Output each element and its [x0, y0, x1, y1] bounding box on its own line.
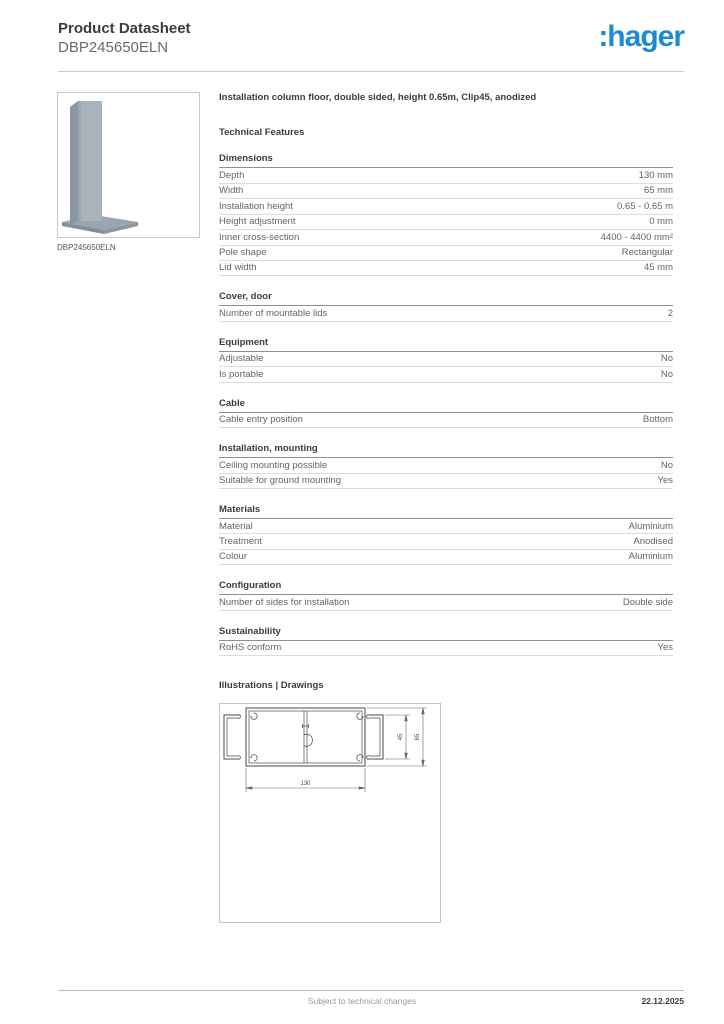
spec-section	[219, 626, 673, 656]
spec-label: Installation height	[219, 200, 293, 212]
main-content	[219, 92, 673, 923]
spec-section-title: Installation, mounting	[219, 443, 673, 458]
spec-section-title: Cover, door	[219, 291, 673, 306]
spec-value: Bottom	[642, 414, 673, 426]
spec-label: Pole shape	[219, 247, 267, 259]
spec-section-title: Equipment	[219, 337, 673, 352]
spec-value: 0.65 - 0.65 m	[617, 200, 673, 212]
hager-logo: :hager	[598, 20, 684, 53]
spec-section-title: Cable	[219, 398, 673, 413]
spec-row	[219, 199, 673, 214]
spec-row	[219, 246, 673, 261]
spec-row	[219, 367, 673, 382]
spec-section	[219, 291, 673, 321]
spec-row	[219, 413, 673, 428]
cross-section-svg	[220, 704, 440, 922]
spec-value: 130 mm	[638, 169, 673, 181]
spec-row	[219, 595, 673, 610]
page-title: Product Datasheet	[58, 20, 191, 37]
spec-label: Number of sides for installation	[219, 596, 350, 608]
spec-label: Width	[219, 185, 244, 197]
spec-value: 2	[667, 307, 673, 319]
technical-sections	[219, 153, 673, 656]
spec-section	[219, 153, 673, 276]
spec-value: No	[660, 368, 673, 380]
spec-value: 4400 - 4400 mm²	[600, 231, 673, 243]
spec-section	[219, 398, 673, 428]
footer-note: Subject to technical changes	[307, 996, 417, 1006]
spec-row	[219, 306, 673, 321]
spec-row	[219, 261, 673, 276]
spec-row	[219, 230, 673, 245]
dim-profile-height-label: 65	[415, 733, 421, 741]
product-image-caption: DBP245650ELN	[57, 243, 116, 252]
spec-value: Aluminium	[628, 551, 673, 563]
spec-label: Lid width	[219, 262, 257, 274]
header-divider	[58, 71, 684, 72]
spec-label: Ceiling mounting possible	[219, 459, 328, 471]
spec-section-title: Configuration	[219, 580, 673, 595]
spec-value: Anodised	[633, 535, 673, 547]
spec-label: Height adjustment	[219, 216, 296, 228]
spec-row	[219, 534, 673, 549]
spec-label: Number of mountable lids	[219, 307, 328, 319]
spec-value: Aluminium	[628, 520, 673, 532]
spec-value: 65 mm	[643, 185, 673, 197]
spec-row	[219, 641, 673, 656]
product-code: DBP245650ELN	[58, 38, 169, 56]
spec-row	[219, 168, 673, 183]
dim-lid-height-label: 45	[398, 733, 404, 741]
spec-section	[219, 580, 673, 610]
spec-value: 45 mm	[643, 262, 673, 274]
spec-row	[219, 474, 673, 489]
spec-label: Material	[219, 520, 253, 532]
spec-value: Yes	[657, 475, 673, 487]
spec-label: Inner cross-section	[219, 231, 300, 243]
spec-section-title: Dimensions	[219, 153, 673, 168]
spec-row	[219, 458, 673, 473]
dim-width-label: 130	[300, 781, 311, 788]
spec-row	[219, 352, 673, 367]
spec-label: Is portable	[219, 368, 264, 380]
technical-features-title: Technical Features	[219, 127, 305, 139]
spec-section	[219, 504, 673, 565]
spec-label: Depth	[219, 169, 245, 181]
spec-value: No	[660, 353, 673, 365]
spec-section	[219, 443, 673, 489]
spec-row	[219, 519, 673, 534]
product-image	[57, 92, 200, 238]
spec-section	[219, 337, 673, 383]
spec-value: 0 mm	[649, 216, 673, 228]
spec-label: Suitable for ground mounting	[219, 475, 341, 487]
spec-label: Treatment	[219, 535, 262, 547]
spec-value: No	[660, 459, 673, 471]
spec-label: RoHS conform	[219, 642, 282, 654]
spec-row	[219, 215, 673, 230]
product-figure	[57, 92, 200, 252]
cross-section-drawing	[219, 703, 441, 923]
spec-label: Colour	[219, 551, 247, 563]
spec-label: Cable entry position	[219, 414, 303, 426]
column-product-illustration	[58, 93, 199, 237]
spec-value: Double side	[622, 596, 673, 608]
illustrations-title: Illustrations | Drawings	[219, 680, 324, 692]
spec-section-title: Materials	[219, 504, 673, 519]
spec-value: Yes	[657, 642, 673, 654]
spec-label: Adjustable	[219, 353, 264, 365]
product-description: Installation column floor, double sided, height 0.65m, Clip45, anodized	[219, 92, 537, 103]
spec-row	[219, 550, 673, 565]
header	[58, 20, 191, 58]
spec-value: Rectangular	[621, 247, 673, 259]
spec-section-title: Sustainability	[219, 626, 673, 641]
footer-date: 22.12.2025	[641, 996, 684, 1006]
footer-divider	[58, 990, 684, 991]
spec-row	[219, 184, 673, 199]
